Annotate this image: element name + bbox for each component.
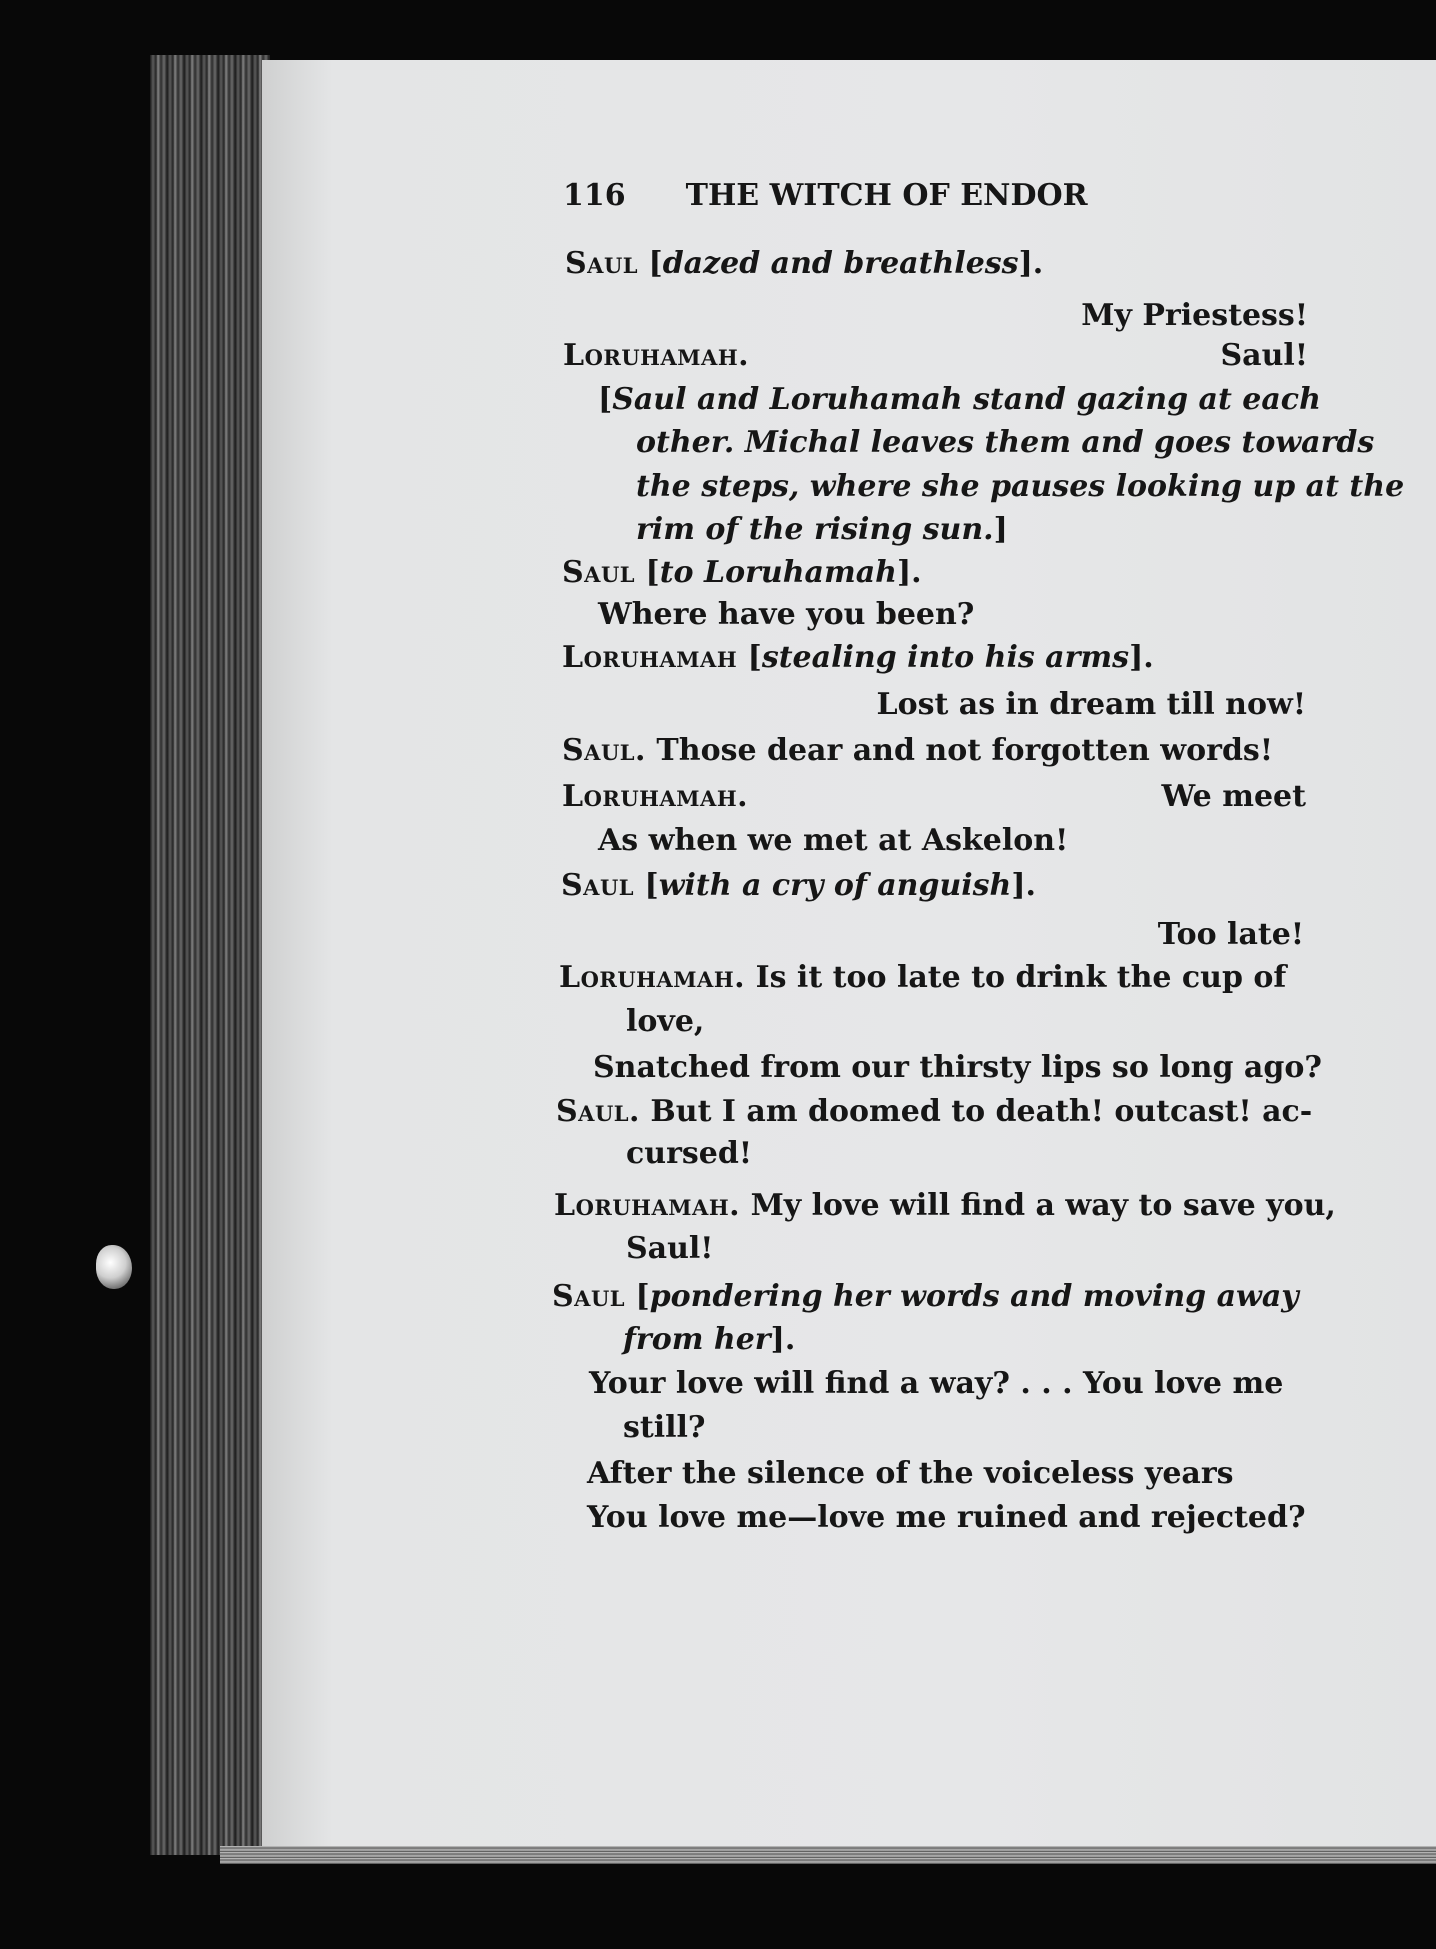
verse-line xyxy=(1081,296,1308,336)
page-number: 116 xyxy=(563,178,626,213)
speaker-line xyxy=(562,731,1273,771)
line-text: [ xyxy=(625,1279,650,1314)
line-text: cursed! xyxy=(626,1136,753,1171)
stage-direction-text: from her xyxy=(623,1322,771,1357)
line-text: As when we met at Askelon! xyxy=(598,823,1069,858)
line-text: ]. xyxy=(1129,640,1154,675)
speaker-name: Saul. xyxy=(556,1094,640,1129)
verse-line xyxy=(626,1229,713,1269)
stage-direction-text: Saul and Loruhamah stand gazing at each xyxy=(612,382,1321,417)
speaker-line xyxy=(556,1092,1312,1132)
stage-direction xyxy=(598,380,1321,420)
verse-line xyxy=(1221,336,1308,376)
line-text: Saul! xyxy=(1220,338,1308,373)
stage-direction xyxy=(623,1320,795,1360)
line-text: Your love will find a way? . . . You love me xyxy=(589,1366,1284,1401)
speaker-name: Saul xyxy=(565,246,639,281)
verse-line xyxy=(1158,915,1304,955)
line-text: [ xyxy=(737,640,762,675)
stage-direction-text: with a cry of anguish xyxy=(658,868,1012,903)
speaker-line xyxy=(561,866,1036,906)
line-text: You love me—love me ruined and rejected? xyxy=(587,1500,1306,1535)
verse-line xyxy=(1161,777,1306,817)
running-title: THE WITCH OF ENDOR xyxy=(685,178,1088,213)
verse-line xyxy=(587,1498,1306,1538)
speaker-name xyxy=(563,336,749,376)
verse-line xyxy=(587,1454,1234,1494)
line-text: ]. xyxy=(1018,246,1044,281)
speaker-name: Loruhamah. xyxy=(563,338,750,373)
stage-direction-text: dazed and breathless xyxy=(662,246,1019,281)
verse-line xyxy=(598,595,974,635)
speaker-line xyxy=(565,244,1043,284)
verse-line xyxy=(876,685,1306,725)
stage-direction-text: other. Michal leaves them and goes towards xyxy=(636,425,1375,460)
verse-line xyxy=(626,1134,752,1174)
stage-direction-text: to Loruhamah xyxy=(659,555,897,590)
line-text: Where have you been? xyxy=(598,597,975,632)
line-text: My Priestess! xyxy=(1081,298,1308,333)
line-text: love, xyxy=(626,1004,705,1039)
stage-direction-text: pondering her words and moving away xyxy=(649,1279,1299,1314)
stage-direction xyxy=(636,510,1008,550)
line-text: still? xyxy=(623,1410,706,1445)
stage-direction xyxy=(636,467,1404,507)
line-text: ]. xyxy=(896,555,922,590)
line-text: ] xyxy=(993,512,1008,547)
speaker-name: Saul xyxy=(552,1279,626,1314)
line-text: Too late! xyxy=(1157,917,1304,952)
speaker-line xyxy=(559,958,1286,998)
speaker-name: Loruhamah. xyxy=(554,1188,741,1223)
speaker-name: Saul. xyxy=(562,733,646,768)
line-text: [ xyxy=(635,555,660,590)
line-text: [ xyxy=(598,382,613,417)
running-header xyxy=(563,176,1088,216)
line-text: Those dear and not forgotten words! xyxy=(645,733,1273,768)
speaker-name: Saul xyxy=(562,555,636,590)
line-text: ]. xyxy=(770,1322,796,1357)
margin-smudge-mark xyxy=(96,1245,132,1289)
line-text: ]. xyxy=(1011,868,1036,903)
line-text: Is it too late to drink the cup of xyxy=(745,960,1287,995)
line-text: [ xyxy=(638,246,663,281)
line-text: Snatched from our thirsty lips so long ago? xyxy=(593,1050,1322,1085)
line-text: Lost as in dream till now! xyxy=(876,687,1306,722)
line-text: [ xyxy=(634,868,659,903)
speaker-line xyxy=(562,638,1154,678)
page-bottom-edge xyxy=(220,1846,1436,1864)
stage-direction-text: rim of the rising sun. xyxy=(636,512,994,547)
line-text: But I am doomed to death! outcast! ac- xyxy=(639,1094,1313,1129)
stage-direction-text: stealing into his arms xyxy=(761,640,1130,675)
speaker-line xyxy=(562,553,922,593)
speaker-line xyxy=(552,1277,1299,1317)
verse-line xyxy=(593,1048,1322,1088)
speaker-name: Loruhamah. xyxy=(562,779,749,814)
line-text: My love will find a way to save you, xyxy=(740,1188,1336,1223)
verse-line xyxy=(589,1364,1283,1404)
stage-direction-text: the steps, where she pauses looking up at the xyxy=(636,469,1405,504)
speaker-name: Saul xyxy=(561,868,635,903)
line-text: After the silence of the voiceless years xyxy=(587,1456,1234,1491)
speaker-line xyxy=(554,1186,1336,1226)
stage-direction xyxy=(636,423,1374,463)
book-spine-edge xyxy=(150,55,270,1855)
line-text: We meet xyxy=(1161,779,1306,814)
speaker-name: Loruhamah xyxy=(562,640,738,675)
verse-line xyxy=(623,1408,706,1448)
verse-line xyxy=(626,1002,704,1042)
line-text: Saul! xyxy=(626,1231,714,1266)
verse-line xyxy=(598,821,1068,861)
speaker-name: Loruhamah. xyxy=(559,960,746,995)
speaker-name xyxy=(562,777,748,817)
